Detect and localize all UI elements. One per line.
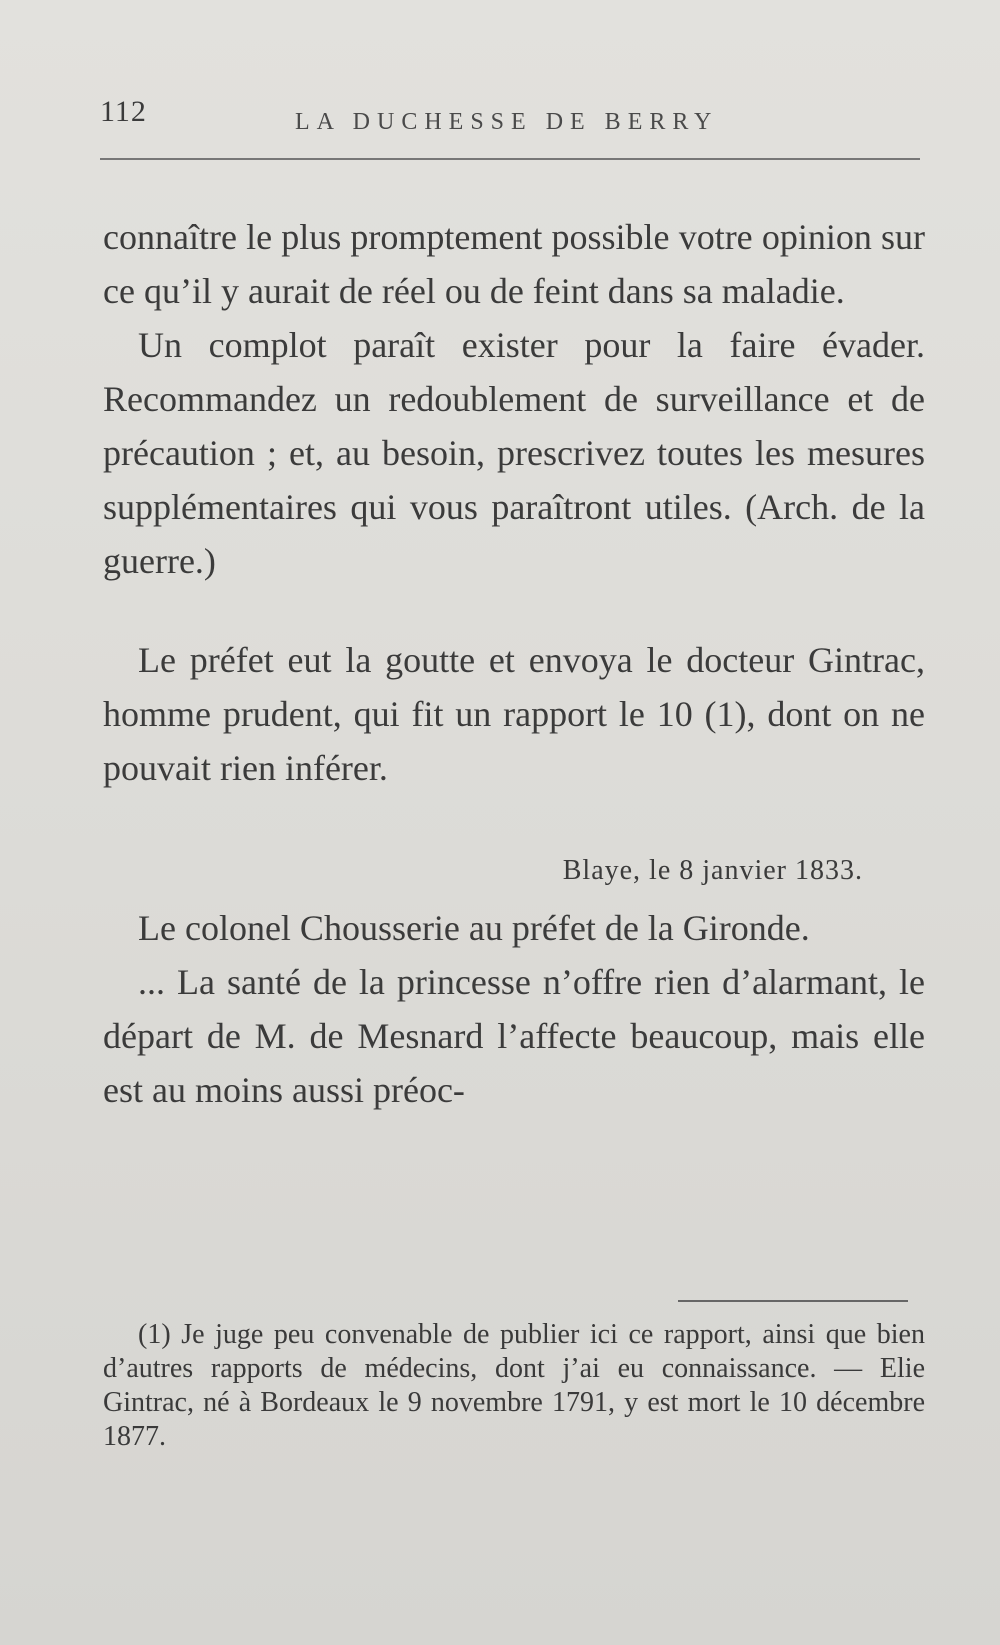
paragraph-continuation: connaître le plus promptement possible votre opinion sur ce qu’il y aurait de réel ou de feint dans sa maladie. [103, 217, 925, 311]
letter-heading: Le colonel Chousserie au préfet de la Gironde. [138, 908, 810, 948]
footnote-rule [678, 1300, 908, 1302]
header-rule [100, 158, 920, 160]
paragraph-prefet: Le préfet eut la goutte et envoya le docteur Gintrac, homme prudent, qui fit un rapport le 10 (1), dont on ne pouvait rien inférer. [103, 640, 925, 788]
dateline: Blaye, le 8 janvier 1833. [562, 855, 863, 886]
footnote: (1) Je juge peu convenable de publier ici ce rapport, ainsi que bien d’autres rapports de médecins, dont j’ai eu connaissance. — Elie Gintrac, né à Bordeaux le 9 novembre 1791, y est mort le 10 décembre 1877. [103, 1319, 925, 1452]
letter-text: ... La santé de la princesse n’offre rien d’alarmant, le départ de M. de Mesnard l’affecte beaucoup, mais elle est au moins aussi préoc- [103, 962, 925, 1110]
page-header [100, 95, 920, 145]
body-text [103, 210, 925, 1117]
page-number: 112 [100, 95, 147, 128]
running-title: LA DUCHESSE DE BERRY [295, 109, 719, 135]
paragraph-complot: Un complot paraît exister pour la faire évader. Recommandez un redoublement de surveillance et de précaution ; et, au besoin, prescrivez toutes les mesures supplémentaires qui vous paraîtront utiles. (Arch. de la guerre.) [103, 325, 925, 581]
